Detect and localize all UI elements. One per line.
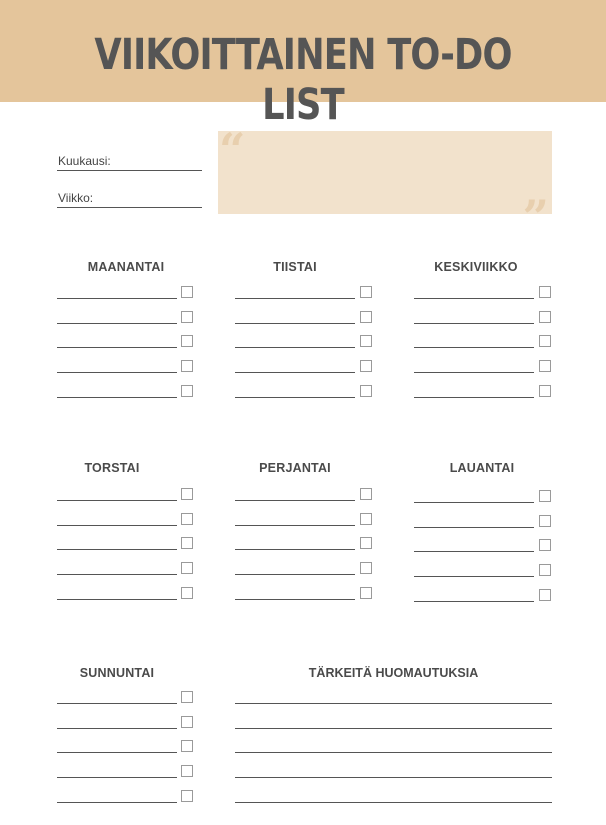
task-line[interactable]: [57, 323, 177, 324]
task-checkbox[interactable]: [360, 335, 372, 347]
task-line[interactable]: [414, 298, 534, 299]
task-checkbox[interactable]: [360, 286, 372, 298]
task-line[interactable]: [235, 525, 355, 526]
task-line[interactable]: [57, 728, 177, 729]
task-checkbox[interactable]: [539, 589, 551, 601]
task-checkbox[interactable]: [539, 539, 551, 551]
open-quote-icon: “: [219, 123, 246, 177]
task-checkbox[interactable]: [539, 286, 551, 298]
task-line[interactable]: [57, 549, 177, 550]
task-checkbox[interactable]: [360, 537, 372, 549]
day-title: SUNNUNTAI: [79, 666, 155, 680]
task-line[interactable]: [235, 372, 355, 373]
task-line[interactable]: [235, 323, 355, 324]
day-title: TORSTAI: [84, 461, 140, 475]
task-checkbox[interactable]: [360, 587, 372, 599]
task-line[interactable]: [235, 599, 355, 600]
task-line[interactable]: [414, 551, 534, 552]
task-line[interactable]: [57, 397, 177, 398]
task-line[interactable]: [414, 347, 534, 348]
task-checkbox[interactable]: [539, 385, 551, 397]
notes-title: TÄRKEITÄ HUOMAUTUKSIA: [308, 666, 479, 680]
task-line[interactable]: [414, 502, 534, 503]
task-line[interactable]: [414, 576, 534, 577]
task-checkbox[interactable]: [181, 488, 193, 500]
day-title: PERJANTAI: [259, 461, 331, 475]
day-title: TIISTAI: [273, 260, 317, 274]
task-line[interactable]: [57, 372, 177, 373]
task-checkbox[interactable]: [539, 490, 551, 502]
header-banner: [0, 0, 606, 130]
task-checkbox[interactable]: [360, 488, 372, 500]
month-label: Kuukausi:: [58, 154, 111, 168]
note-line[interactable]: [235, 728, 552, 729]
task-checkbox[interactable]: [181, 740, 193, 752]
task-checkbox[interactable]: [181, 765, 193, 777]
task-line[interactable]: [235, 574, 355, 575]
task-checkbox[interactable]: [181, 587, 193, 599]
task-line[interactable]: [57, 599, 177, 600]
note-line[interactable]: [235, 703, 552, 704]
close-quote-icon: ”: [522, 190, 549, 244]
day-title: LAUANTAI: [449, 461, 515, 475]
task-checkbox[interactable]: [181, 311, 193, 323]
task-checkbox[interactable]: [181, 335, 193, 347]
task-line[interactable]: [235, 549, 355, 550]
task-line[interactable]: [235, 397, 355, 398]
page-title: VIIKOITTAINEN TO-DO LIST: [94, 30, 512, 130]
task-line[interactable]: [57, 525, 177, 526]
note-line[interactable]: [235, 752, 552, 753]
task-line[interactable]: [57, 298, 177, 299]
task-line[interactable]: [414, 323, 534, 324]
task-checkbox[interactable]: [181, 385, 193, 397]
task-checkbox[interactable]: [539, 515, 551, 527]
task-checkbox[interactable]: [360, 562, 372, 574]
task-checkbox[interactable]: [539, 311, 551, 323]
task-line[interactable]: [235, 347, 355, 348]
task-checkbox[interactable]: [360, 513, 372, 525]
task-checkbox[interactable]: [360, 385, 372, 397]
task-checkbox[interactable]: [360, 311, 372, 323]
task-line[interactable]: [414, 397, 534, 398]
task-checkbox[interactable]: [181, 790, 193, 802]
task-checkbox[interactable]: [539, 564, 551, 576]
note-line[interactable]: [235, 802, 552, 803]
task-line[interactable]: [235, 500, 355, 501]
task-checkbox[interactable]: [181, 691, 193, 703]
task-checkbox[interactable]: [539, 335, 551, 347]
quote-box[interactable]: [218, 123, 552, 244]
note-line[interactable]: [235, 777, 552, 778]
task-line[interactable]: [57, 703, 177, 704]
task-checkbox[interactable]: [181, 513, 193, 525]
task-checkbox[interactable]: [181, 360, 193, 372]
week-field[interactable]: [57, 189, 202, 208]
task-checkbox[interactable]: [181, 716, 193, 728]
task-checkbox[interactable]: [539, 360, 551, 372]
task-checkbox[interactable]: [181, 562, 193, 574]
task-line[interactable]: [57, 347, 177, 348]
month-field[interactable]: [57, 152, 202, 171]
task-line[interactable]: [57, 574, 177, 575]
task-line[interactable]: [57, 802, 177, 803]
day-title: MAANANTAI: [87, 260, 165, 274]
task-line[interactable]: [57, 777, 177, 778]
task-line[interactable]: [414, 527, 534, 528]
task-line[interactable]: [57, 500, 177, 501]
task-checkbox[interactable]: [360, 360, 372, 372]
task-checkbox[interactable]: [181, 286, 193, 298]
task-checkbox[interactable]: [181, 537, 193, 549]
task-line[interactable]: [235, 298, 355, 299]
task-line[interactable]: [414, 601, 534, 602]
week-label: Viikko:: [58, 191, 94, 205]
day-title: KESKIVIIKKO: [434, 260, 518, 274]
task-line[interactable]: [414, 372, 534, 373]
task-line[interactable]: [57, 752, 177, 753]
